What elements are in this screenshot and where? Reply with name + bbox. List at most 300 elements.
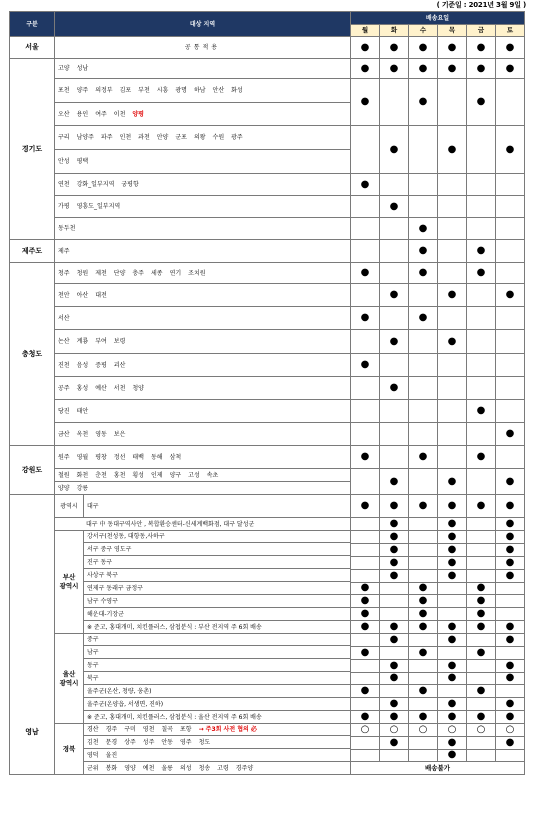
area-name: 양주 (76, 87, 89, 94)
delivery-day-cell (409, 284, 438, 307)
area-name: 태안 (76, 407, 89, 415)
table-row (10, 307, 525, 330)
area-cell (55, 482, 351, 495)
table-row (10, 724, 525, 737)
area-name: 동해 (150, 453, 163, 461)
delivery-day-cell (351, 218, 380, 240)
area-name: 용인 (76, 110, 89, 118)
area-name: 속초 (206, 471, 219, 479)
delivery-day-cell (409, 423, 438, 446)
delivery-day-cell: ● (438, 284, 467, 307)
area-name: 성남 (76, 65, 89, 72)
delivery-day-cell: ● (496, 37, 525, 59)
area-cell (55, 354, 351, 377)
delivery-day-cell: ● (467, 582, 496, 595)
area-cell (55, 240, 351, 263)
region-chungcheong: 충청도 (10, 263, 55, 446)
day-thu: 목 (438, 25, 467, 37)
sub-ulsan: 울산 광역시 (55, 634, 84, 723)
area-name: 예산 (95, 384, 107, 392)
area-name: 태백 (132, 453, 144, 461)
area-name: 김포 (119, 87, 132, 94)
area-name: 울진 (105, 751, 118, 759)
area-cell: ※ 준고, 홍대개미, 치킨플러스, 삼첩분식 : 부산 전지역 주 6회 배송 (87, 623, 262, 631)
base-date: ( 기준일 : 2021년 3월 9일 ) (436, 1, 526, 9)
delivery-day-cell: ● (380, 495, 409, 518)
delivery-day-cell (467, 543, 496, 556)
region-seoul: 서울 (10, 37, 55, 59)
area-cell (55, 263, 351, 284)
delivery-day-cell: ● (351, 582, 380, 595)
delivery-day-cell: ● (467, 608, 496, 621)
delivery-day-cell: ● (438, 495, 467, 518)
header-target: 대상 지역 (55, 12, 351, 37)
delivery-day-cell: ● (409, 646, 438, 659)
delivery-day-cell (496, 446, 525, 469)
delivery-day-cell (409, 469, 438, 495)
delivery-day-cell (409, 330, 438, 354)
delivery-day-cell (467, 423, 496, 446)
area-cell (55, 495, 351, 518)
delivery-day-cell (496, 218, 525, 240)
delivery-day-cell (438, 646, 467, 659)
area-name: 과천 (138, 134, 150, 141)
delivery-day-cell (438, 400, 467, 423)
area-name: 광명 (175, 87, 187, 94)
table-row (10, 263, 525, 284)
delivery-day-cell: ● (467, 37, 496, 59)
area-name: 영양 (124, 764, 136, 772)
area-cell (55, 307, 351, 330)
delivery-day-cell (409, 400, 438, 423)
delivery-day-cell (438, 582, 467, 595)
delivery-day-cell (380, 400, 409, 423)
area-name: 영덕 (87, 751, 99, 759)
delivery-day-cell (409, 736, 438, 749)
delivery-day-cell: ● (496, 672, 525, 685)
table-row (10, 59, 525, 79)
delivery-day-cell: ● (409, 263, 438, 284)
delivery-day-cell: ● (438, 749, 467, 762)
area-cell: 중구 (84, 634, 351, 646)
area-name: 홍성 (76, 384, 89, 392)
delivery-day-cell: ● (351, 37, 380, 59)
area-cell (55, 150, 351, 174)
area-name: 청도 (198, 738, 211, 746)
delivery-day-cell (467, 569, 496, 582)
delivery-day-cell (409, 634, 438, 647)
delivery-day-cell: ● (409, 59, 438, 79)
delivery-day-cell (351, 196, 380, 218)
delivery-day-cell (409, 531, 438, 544)
area-name: 영동 (95, 430, 107, 438)
area-name: 금산 (58, 430, 70, 438)
delivery-day-cell: ● (467, 621, 496, 634)
delivery-day-cell (496, 79, 525, 126)
area-name: 삼척 (169, 453, 182, 461)
area-cell (55, 79, 351, 103)
delivery-day-cell: ● (496, 698, 525, 711)
delivery-day-cell: ● (380, 196, 409, 218)
area-name: 동두천 (58, 225, 76, 232)
delivery-day-cell (467, 749, 496, 762)
delivery-day-cell: ● (438, 634, 467, 647)
area-name: 논산 (58, 338, 70, 345)
delivery-day-cell (409, 672, 438, 685)
delivery-day-cell: ● (409, 79, 438, 126)
area-name: 청송 (198, 764, 211, 772)
area-cell: 울주군(온양읍, 서생면, 진하) (84, 698, 351, 711)
delivery-day-cell: ○ (496, 724, 525, 737)
delivery-day-cell (467, 126, 496, 174)
area-name: 의성 (179, 764, 192, 772)
delivery-day-cell: ● (467, 685, 496, 698)
area-cell (55, 196, 351, 218)
delivery-day-cell: ● (496, 634, 525, 647)
delivery-day-cell: ● (351, 646, 380, 659)
delivery-day-cell (380, 307, 409, 330)
area-name: 원주 (58, 453, 70, 461)
delivery-day-cell (351, 634, 380, 647)
busan-block (55, 531, 351, 634)
delivery-day-cell: ● (467, 79, 496, 126)
delivery-day-cell (351, 469, 380, 495)
region-yeongnam: 영남 (10, 495, 55, 775)
area-name: 강릉 (76, 484, 89, 492)
area-name: 울릉 (161, 764, 173, 772)
area-name: 포천 (58, 87, 70, 94)
area-name: 궁평항 (121, 181, 139, 188)
delivery-day-cell: ○ (409, 724, 438, 737)
delivery-day-cell: ● (438, 59, 467, 79)
area-name: 고령 (217, 764, 229, 772)
delivery-day-cell: ● (351, 495, 380, 518)
area-cell (55, 469, 351, 482)
delivery-day-cell: ● (438, 531, 467, 544)
delivery-day-cell (467, 659, 496, 672)
delivery-day-cell: ● (351, 711, 380, 724)
delivery-day-cell (351, 284, 380, 307)
area-name: 충주 (132, 269, 144, 277)
area-cell: 연제구 동래구 금정구 (84, 582, 351, 595)
area-name: 김천 (87, 738, 99, 746)
area-name: 시흥 (156, 87, 169, 94)
area-cell (84, 736, 351, 749)
area-name: 구미 (124, 726, 136, 733)
area-name: 문경 (105, 738, 118, 746)
table-row (10, 330, 525, 354)
area-cell (55, 218, 351, 240)
delivery-day-cell (380, 79, 409, 126)
area-name: 부여 (95, 338, 107, 345)
delivery-day-cell (438, 240, 467, 263)
delivery-day-cell: ● (351, 354, 380, 377)
day-mon: 월 (351, 25, 380, 37)
area-cell (55, 330, 351, 354)
area-cell (84, 749, 351, 762)
delivery-day-cell: ● (467, 595, 496, 608)
area-name: 경주양 (235, 764, 254, 772)
delivery-schedule-table (9, 11, 525, 775)
area-cell (55, 377, 351, 400)
area-cell: 울주군(온산, 청량, 웅촌) (84, 685, 351, 698)
area-name: 평창 (95, 453, 107, 461)
area-name: 고성 (188, 471, 200, 479)
delivery-day-cell: ● (467, 646, 496, 659)
delivery-day-cell (409, 659, 438, 672)
delivery-day-cell: ● (380, 621, 409, 634)
delivery-day-cell (467, 672, 496, 685)
delivery-day-cell (467, 469, 496, 495)
delivery-day-cell (380, 218, 409, 240)
delivery-day-cell: ● (467, 263, 496, 284)
day-wed: 수 (409, 25, 438, 37)
area-cell: 진구 동구 (84, 556, 351, 569)
area-cell: 해운대-기장군 (84, 608, 351, 621)
header-delivery: 배송요일 (351, 12, 525, 25)
delivery-day-cell: ● (496, 621, 525, 634)
sub-gyeongbuk: 경북 (55, 724, 84, 774)
area-name: 강화_일부지역 (76, 181, 115, 188)
delivery-day-cell (438, 685, 467, 698)
delivery-day-cell (496, 685, 525, 698)
delivery-day-cell (380, 646, 409, 659)
delivery-day-cell: ● (351, 685, 380, 698)
area-name: 연천 (58, 181, 70, 188)
area-name: 청주 (58, 269, 70, 277)
table-row (10, 196, 525, 218)
delivery-day-cell (438, 377, 467, 400)
delivery-day-cell (438, 263, 467, 284)
delivery-day-cell: ● (496, 556, 525, 569)
highlight-area: 양평 (132, 110, 144, 118)
area-name: 홍천 (113, 471, 126, 479)
table-row (10, 354, 525, 377)
delivery-day-cell (409, 126, 438, 174)
delivery-day-cell: ● (438, 330, 467, 354)
delivery-day-cell (351, 736, 380, 749)
area-cell (55, 174, 351, 196)
area-name: 천안 (58, 291, 70, 299)
delivery-day-cell (409, 543, 438, 556)
delivery-day-cell (496, 307, 525, 330)
table-row (10, 634, 525, 647)
delivery-day-cell: ● (438, 37, 467, 59)
area-name: 보령 (113, 338, 126, 345)
delivery-day-cell (438, 423, 467, 446)
table-row (10, 518, 525, 531)
delivery-day-cell (438, 196, 467, 218)
area-name: 양구 (169, 471, 182, 479)
delivery-day-cell: ● (467, 711, 496, 724)
table-row (10, 377, 525, 400)
area-name: 칠곡 (161, 726, 173, 733)
delivery-day-cell: ● (380, 469, 409, 495)
delivery-day-cell (496, 196, 525, 218)
delivery-day-cell: ● (380, 698, 409, 711)
area-name: 양양 (58, 484, 70, 492)
area-name: 아산 (76, 291, 89, 299)
delivery-day-cell (351, 126, 380, 174)
delivery-day-cell (438, 79, 467, 126)
area-name: 안양 (156, 134, 169, 141)
area-name: 청양 (132, 384, 144, 392)
delivery-day-cell (351, 749, 380, 762)
delivery-day-cell (380, 749, 409, 762)
table-row (10, 284, 525, 307)
delivery-day-cell: ● (438, 569, 467, 582)
delivery-day-cell: ● (467, 240, 496, 263)
delivery-day-cell (496, 749, 525, 762)
delivery-day-cell (351, 659, 380, 672)
area-name: 청원 (76, 269, 89, 277)
delivery-day-cell (467, 518, 496, 531)
delivery-day-cell (438, 307, 467, 330)
area-name: 춘천 (95, 471, 107, 479)
delivery-day-cell: ● (351, 174, 380, 196)
delivery-day-cell (351, 400, 380, 423)
table-row (10, 400, 525, 423)
delivery-day-cell (409, 174, 438, 196)
ulsan-block (55, 634, 351, 724)
region-gangwon: 강원도 (10, 446, 55, 495)
area-name: 보은 (113, 430, 126, 438)
delivery-day-cell: ● (380, 377, 409, 400)
delivery-day-cell: ● (380, 556, 409, 569)
area-name: 수원 (212, 134, 225, 141)
delivery-day-cell: ● (380, 659, 409, 672)
delivery-day-cell: ● (438, 469, 467, 495)
delivery-day-cell (467, 330, 496, 354)
delivery-day-cell: ● (380, 711, 409, 724)
delivery-day-cell (351, 672, 380, 685)
delivery-day-cell (467, 377, 496, 400)
delivery-day-cell (380, 595, 409, 608)
delivery-day-cell (496, 354, 525, 377)
delivery-day-cell (351, 518, 380, 531)
area-name: 영주 (179, 738, 192, 746)
area-name: 의정부 (95, 87, 113, 94)
delivery-day-cell (467, 698, 496, 711)
area-name: 가평 (58, 203, 70, 210)
delivery-day-cell: ● (351, 608, 380, 621)
delivery-day-cell (467, 196, 496, 218)
area-name: 고양 (58, 65, 70, 72)
sub-daegu: 광역시 (55, 495, 84, 517)
area-cell: 공통적용 (55, 37, 351, 59)
region-jeju: 제주도 (10, 240, 55, 263)
region-gyeonggi: 경기도 (10, 59, 55, 240)
delivery-day-cell: ● (467, 495, 496, 518)
day-tue: 화 (380, 25, 409, 37)
area-name: 경산 (87, 726, 99, 733)
area-name: 안동 (161, 738, 173, 746)
area-name: 구리 (58, 134, 70, 141)
area-name: 여주 (95, 110, 107, 118)
delivery-day-cell: ● (496, 531, 525, 544)
delivery-day-cell (351, 531, 380, 544)
area-cell: 대구 中 동대구역사안 , 복합환승센터-신세계백화점, 대구 달성군 (55, 518, 351, 531)
delivery-day-cell (351, 543, 380, 556)
delivery-day-cell: ● (409, 582, 438, 595)
area-cell (55, 423, 351, 446)
delivery-day-cell: ● (496, 495, 525, 518)
area-cell (84, 762, 351, 775)
delivery-day-cell: ● (351, 307, 380, 330)
delivery-unavailable: 배송불가 (351, 762, 525, 775)
delivery-day-cell: ● (438, 672, 467, 685)
delivery-day-cell (380, 446, 409, 469)
area-name: 의왕 (193, 134, 206, 141)
delivery-day-cell (351, 556, 380, 569)
delivery-day-cell: ● (438, 659, 467, 672)
delivery-day-cell: ● (496, 284, 525, 307)
area-name: 계룡 (76, 338, 89, 345)
delivery-day-cell: ● (380, 330, 409, 354)
area-name: 제천 (95, 269, 107, 277)
area-name: 진천 (58, 361, 70, 369)
delivery-day-cell (496, 263, 525, 284)
delivery-day-cell (351, 377, 380, 400)
delivery-day-cell: ● (380, 634, 409, 647)
area-name: 예천 (142, 764, 155, 772)
area-name: 인천 (119, 134, 132, 141)
delivery-day-cell: ● (351, 59, 380, 79)
area-name: 화천 (76, 471, 89, 479)
area-cell: ※ 준고, 홍대개미, 치킨플러스, 삼첩분식 : 울산 전지역 주 6회 배송 (87, 713, 262, 721)
area-name: 성주 (142, 738, 155, 746)
area-cell (55, 103, 351, 126)
delivery-day-cell: ● (380, 736, 409, 749)
table-row (10, 79, 525, 103)
gyeongbuk-block (55, 724, 351, 775)
area-cell (55, 446, 351, 469)
area-cell (55, 400, 351, 423)
area-cell: 사상구 북구 (84, 569, 351, 582)
area-name: 영흥도_일부지역 (76, 203, 121, 210)
delivery-day-cell: ● (496, 659, 525, 672)
delivery-day-cell: ● (409, 711, 438, 724)
delivery-day-cell (409, 698, 438, 711)
delivery-day-cell: ● (380, 284, 409, 307)
delivery-day-cell: ● (438, 698, 467, 711)
delivery-day-cell (467, 218, 496, 240)
table-row (10, 446, 525, 469)
delivery-day-cell (496, 240, 525, 263)
area-cell: 서구 중구 영도구 (84, 543, 351, 556)
area-name: 군위 (87, 764, 99, 772)
area-name: 남양주 (76, 134, 94, 141)
area-name: 하남 (193, 87, 206, 94)
delivery-day-cell (496, 377, 525, 400)
area-name: 단양 (113, 269, 126, 277)
table-row (10, 126, 525, 150)
area-cell: 남구 (84, 646, 351, 659)
area-cell: 북구 (84, 672, 351, 685)
area-name: 횡성 (132, 471, 144, 479)
area-name: 음성 (76, 361, 89, 369)
delivery-day-cell (380, 608, 409, 621)
delivery-day-cell: ● (438, 621, 467, 634)
delivery-day-cell (467, 531, 496, 544)
delivery-day-cell (438, 354, 467, 377)
sub-busan: 부산 광역시 (55, 531, 84, 633)
delivery-day-cell (380, 423, 409, 446)
table-row (10, 174, 525, 196)
delivery-day-cell: ● (380, 672, 409, 685)
delivery-day-cell (467, 284, 496, 307)
area-name: 안성 (58, 158, 70, 165)
